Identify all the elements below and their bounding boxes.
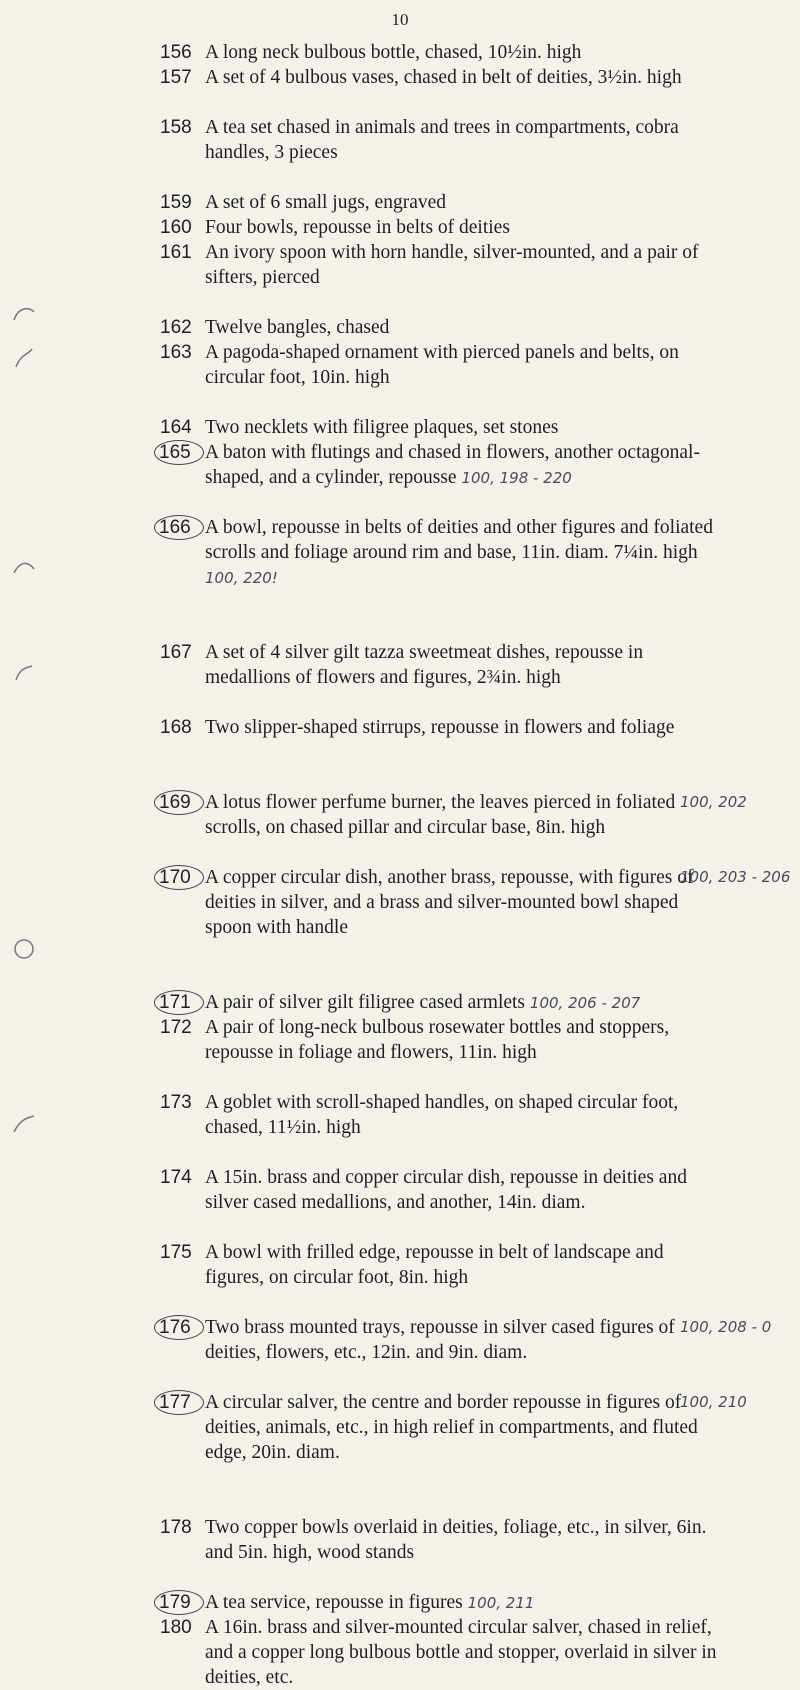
- lot-number: 180: [160, 1617, 192, 1638]
- lot-entry: [0, 1615, 800, 1690]
- lot-entry: [0, 1090, 800, 1140]
- lot-number: 166: [154, 515, 204, 540]
- lot-description: [205, 1090, 725, 1140]
- lot-entry: [0, 65, 800, 90]
- lot-number: 157: [160, 67, 192, 88]
- lot-number: 178: [160, 1517, 192, 1538]
- lot-entry: [0, 990, 800, 1016]
- lot-number: 172: [160, 1017, 192, 1038]
- lot-entry: [0, 1240, 800, 1290]
- handwritten-note: 100, 220!: [205, 569, 278, 587]
- lot-text: A set of 6 small jugs, engraved: [205, 192, 446, 213]
- lot-entry: [0, 1315, 800, 1365]
- lot-description: [205, 865, 725, 940]
- lot-entry: [0, 1515, 800, 1565]
- lot-number: 177: [154, 1390, 204, 1415]
- lot-text: A bowl with frilled edge, repousse in belt of landscape and figures, on circular foot, 8in. high: [205, 1242, 664, 1288]
- lot-description: [205, 640, 725, 690]
- page-number: 10: [391, 10, 409, 29]
- lot-description: [205, 215, 725, 240]
- lot-description: [205, 240, 725, 290]
- lot-description: [205, 1615, 725, 1690]
- lot-text: A lotus flower perfume burner, the leaves pierced in foliated scrolls, on chased pillar and circular base, 8in. high: [205, 792, 676, 838]
- lot-description: [205, 1390, 725, 1465]
- margin-note: 100, 202: [680, 793, 747, 811]
- lot-text: Four bowls, repousse in belts of deities: [205, 217, 510, 238]
- lot-description: [205, 790, 725, 840]
- handwritten-note: 100, 206 - 207: [529, 994, 641, 1012]
- lot-number: 156: [160, 42, 192, 63]
- lot-text: A pair of silver gilt filigree cased armlets: [205, 992, 526, 1013]
- lot-description: [205, 65, 725, 90]
- lot-description: [205, 1590, 725, 1616]
- lot-text: A baton with flutings and chased in flowers, another octagonal-shaped, and a cylinder, repousse: [205, 442, 700, 488]
- lot-text: A 16in. brass and silver-mounted circular salver, chased in relief, and a copper long bulbous bottle and stopper, overlaid in silver in deities, etc.: [205, 1617, 717, 1688]
- lot-number: 174: [160, 1167, 192, 1188]
- lot-text: A tea service, repousse in figures: [205, 1592, 463, 1613]
- lot-number: 161: [160, 242, 192, 263]
- lot-number: 158: [160, 117, 192, 138]
- lot-text: Twelve bangles, chased: [205, 317, 390, 338]
- lot-entry: [0, 340, 800, 390]
- lot-text: Two slipper-shaped stirrups, repousse in flowers and foliage: [205, 717, 675, 738]
- lot-description: [205, 315, 725, 340]
- lot-number: 171: [154, 990, 204, 1015]
- lot-entry: [0, 640, 800, 690]
- lot-entry: [0, 515, 800, 591]
- margin-note: 100, 203 - 206: [680, 868, 791, 886]
- lot-entry: [0, 865, 800, 940]
- lot-description: [205, 415, 725, 440]
- lot-description: [205, 115, 725, 165]
- lot-description: [205, 1515, 725, 1565]
- lot-description: [205, 1165, 725, 1215]
- lot-number: 164: [160, 417, 192, 438]
- lot-number: 165: [154, 440, 204, 465]
- lot-text: A set of 4 silver gilt tazza sweetmeat dishes, repousse in medallions of flowers and figures, 2¾in. high: [205, 642, 644, 688]
- lot-number: 173: [160, 1092, 192, 1113]
- lot-entry: [0, 190, 800, 215]
- lot-entry: [0, 1590, 800, 1616]
- lot-text: A 15in. brass and copper circular dish, repousse in deities and silver cased medallions, and another, 14in. diam.: [205, 1167, 687, 1213]
- lot-entry: [0, 1015, 800, 1065]
- lot-text: A pair of long-neck bulbous rosewater bottles and stoppers, repousse in foliage and flowers, 11in. high: [205, 1017, 670, 1063]
- lot-entry: [0, 115, 800, 165]
- lot-description: [205, 40, 725, 65]
- lot-entry: [0, 790, 800, 840]
- lot-description: [205, 990, 725, 1016]
- lot-number: 160: [160, 217, 192, 238]
- handwritten-note: 100, 211: [467, 1594, 535, 1612]
- lot-description: [205, 190, 725, 215]
- lot-number: 176: [154, 1315, 204, 1340]
- lot-number: 169: [154, 790, 204, 815]
- lot-description: [205, 515, 725, 591]
- margin-note: 100, 208 - 0: [680, 1318, 772, 1336]
- lot-text: A tea set chased in animals and trees in compartments, cobra handles, 3 pieces: [205, 117, 679, 163]
- lot-number: 159: [160, 192, 192, 213]
- lot-number: 175: [160, 1242, 192, 1263]
- lot-entry: [0, 315, 800, 340]
- lot-entry: [0, 440, 800, 491]
- lot-text: A goblet with scroll-shaped handles, on shaped circular foot, chased, 11½in. high: [205, 1092, 679, 1138]
- lot-number: 163: [160, 342, 192, 363]
- margin-note: 100, 210: [680, 1393, 747, 1411]
- lot-text: Two copper bowls overlaid in deities, foliage, etc., in silver, 6in. and 5in. high, wood stands: [205, 1517, 707, 1563]
- lot-entry: [0, 240, 800, 290]
- lot-number: 168: [160, 717, 192, 738]
- handwritten-note: 100, 198 - 220: [461, 469, 572, 487]
- lot-text: Two necklets with filigree plaques, set stones: [205, 417, 559, 438]
- lot-description: [205, 715, 725, 740]
- lot-text: A bowl, repousse in belts of deities and other figures and foliated scrolls and foliage around rim and base, 11in. diam. 7¼in. high: [205, 517, 713, 563]
- lot-entry: [0, 40, 800, 65]
- lot-entry: [0, 715, 800, 740]
- lot-text: An ivory spoon with horn handle, silver-mounted, and a pair of sifters, pierced: [205, 242, 699, 288]
- lot-number: 179: [154, 1590, 204, 1615]
- lot-text: A set of 4 bulbous vases, chased in belt of deities, 3½in. high: [205, 67, 682, 88]
- lot-text: A pagoda-shaped ornament with pierced panels and belts, on circular foot, 10in. high: [205, 342, 679, 388]
- lot-description: [205, 340, 725, 390]
- lot-entry: [0, 415, 800, 440]
- lot-text: A long neck bulbous bottle, chased, 10½in. high: [205, 42, 582, 63]
- lot-description: [205, 1240, 725, 1290]
- lot-number: 162: [160, 317, 192, 338]
- lot-entry: [0, 215, 800, 240]
- lot-text: Two brass mounted trays, repousse in silver cased figures of deities, flowers, etc., 12in. and 9in. diam.: [205, 1317, 675, 1363]
- lot-number: 167: [160, 642, 192, 663]
- lot-number: 170: [154, 865, 204, 890]
- lot-description: [205, 440, 725, 491]
- lot-entry: [0, 1165, 800, 1215]
- lot-description: [205, 1315, 725, 1365]
- lot-description: [205, 1015, 725, 1065]
- lot-entry: [0, 1390, 800, 1465]
- lot-text: A copper circular dish, another brass, repousse, with figures of deities in silver, and a brass and silver-mounted bowl shaped spoon with handle: [205, 867, 694, 938]
- lot-text: A circular salver, the centre and border repousse in figures of deities, animals, etc., in high relief in compartments, and fluted edge, 20in. diam.: [205, 1392, 698, 1463]
